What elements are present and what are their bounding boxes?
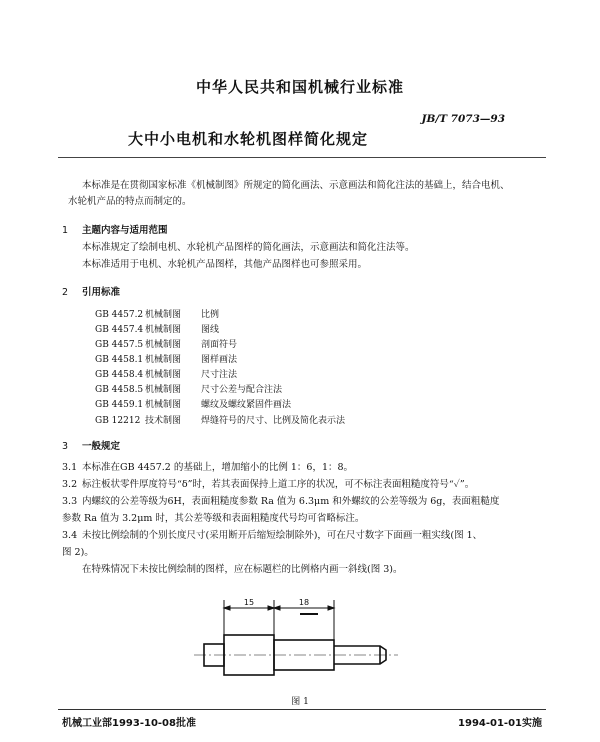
section-1-heading	[62, 222, 168, 236]
dimension-text-15: 15	[243, 598, 255, 607]
reference-item	[95, 337, 237, 350]
clause-3-2	[62, 476, 552, 493]
reference-series: 机械制图	[145, 355, 182, 365]
reference-item	[95, 307, 219, 320]
section-1-para-2: 本标准适用于电机、水轮机产品图样，其他产品图样也可参照采用。	[82, 259, 368, 270]
section-2-heading	[62, 284, 120, 298]
reference-series: 机械制图	[145, 385, 182, 395]
figure-1-caption: 图 1	[291, 697, 309, 707]
standard-number: JB/T 7073—93	[421, 113, 505, 125]
clause-3-1-text: 本标准在GB 4457.2 的基础上，增加缩小的比例 1：6，1：8。	[82, 462, 354, 473]
clause-3-3-continued: 参数 Ra 值为 3.2μm 时，其公差等级和表面粗糙度代号均可省略标注。	[62, 513, 365, 524]
reference-series: 机械制图	[145, 340, 182, 350]
clause-3-4-continued: 图 2)。	[62, 547, 94, 558]
reference-name: 尺寸注法	[201, 370, 238, 380]
clause-3-1	[62, 459, 552, 476]
intro-line-2: 水轮机产品的特点而制定的。	[68, 196, 192, 207]
section-2-title: 引用标准	[82, 287, 121, 298]
reference-code: GB 4458.5	[95, 385, 144, 395]
reference-name: 图线	[201, 325, 220, 335]
clause-3-3-number: 3.3	[62, 496, 78, 507]
clause-3-4-text-a: 未按比例绘制的个别长度尺寸(采用断开后缩短绘制除外)，可在尺寸数字下面画一粗实线(图 1、	[82, 530, 483, 541]
reference-item	[95, 397, 291, 410]
reference-code: GB 4457.2	[95, 310, 144, 320]
dimension-arrow	[224, 606, 230, 610]
section-3-heading	[62, 438, 120, 452]
clause-3-4-special-case: 在特殊情况下未按比例绘制的图样，应在标题栏的比例格内画一斜线(图 3)。	[82, 564, 403, 575]
section-3-title: 一般规定	[82, 441, 121, 452]
reference-item	[95, 322, 219, 335]
reference-name: 尺寸公差与配合注法	[201, 385, 283, 395]
clause-3-2-text: 标注板状零件厚度符号“δ”时，若其表面保持上道工序的状况，可不标注表面粗糙度符号“✓”。	[82, 479, 475, 490]
clause-3-4	[62, 527, 552, 544]
issuing-organization: 中华人民共和国机械行业标准	[195, 78, 404, 96]
reference-code: GB 4457.4	[95, 325, 144, 335]
reference-name: 比例	[201, 310, 220, 320]
reference-code: GB 4457.5	[95, 340, 144, 350]
reference-item	[95, 413, 345, 426]
reference-series: 机械制图	[145, 310, 182, 320]
clause-3-1-number: 3.1	[62, 462, 78, 473]
reference-code: GB 12212	[95, 416, 141, 426]
clause-3-2-number: 3.2	[62, 479, 78, 490]
intro-line-1: 本标准是在贯彻国家标准《机械制图》所规定的简化画法、示意画法和简化注法的基础上，结合电机、	[82, 180, 510, 191]
reference-code: GB 4458.4	[95, 370, 144, 380]
dimension-text-18: 18	[298, 598, 310, 607]
clause-3-3-text-a: 内螺纹的公差等级为6H，表面粗糙度参数 Ra 值为 6.3μm 和外螺纹的公差等级为 6g，表面粗糙度	[82, 496, 500, 507]
reference-series: 机械制图	[145, 370, 182, 380]
reference-series: 机械制图	[145, 400, 182, 410]
dimension-arrow	[274, 606, 280, 610]
reference-item	[95, 352, 237, 365]
approval-date: 机械工业部1993-10-08批准	[62, 718, 196, 729]
reference-item	[95, 382, 282, 395]
section-1-para-1: 本标准规定了绘制电机、水轮机产品图样的简化画法，示意画法和简化注法等。	[82, 242, 415, 253]
reference-name: 螺纹及螺纹紧固件画法	[201, 400, 292, 410]
reference-series: 机械制图	[145, 325, 182, 335]
reference-name: 焊缝符号的尺寸、比例及简化表示法	[201, 416, 346, 426]
document-title: 大中小电机和水轮机图样简化规定	[128, 130, 369, 148]
header-divider	[58, 157, 546, 158]
dimension-arrow	[328, 606, 334, 610]
footer-divider	[58, 709, 546, 710]
reference-name: 剖面符号	[201, 340, 238, 350]
effective-date: 1994-01-01实施	[458, 718, 542, 729]
figure-1-shaft-drawing	[190, 590, 420, 692]
section-1-number: 1	[62, 225, 69, 236]
section-2-number: 2	[62, 287, 69, 298]
reference-item	[95, 367, 237, 380]
reference-series: 技术制图	[145, 416, 182, 426]
reference-name: 图样画法	[201, 355, 238, 365]
clause-3-3	[62, 493, 552, 510]
section-3-number: 3	[62, 441, 69, 452]
clause-3-4-number: 3.4	[62, 530, 78, 541]
reference-code: GB 4458.1	[95, 355, 144, 365]
reference-code: GB 4459.1	[95, 400, 144, 410]
section-1-title: 主题内容与适用范围	[82, 225, 168, 236]
